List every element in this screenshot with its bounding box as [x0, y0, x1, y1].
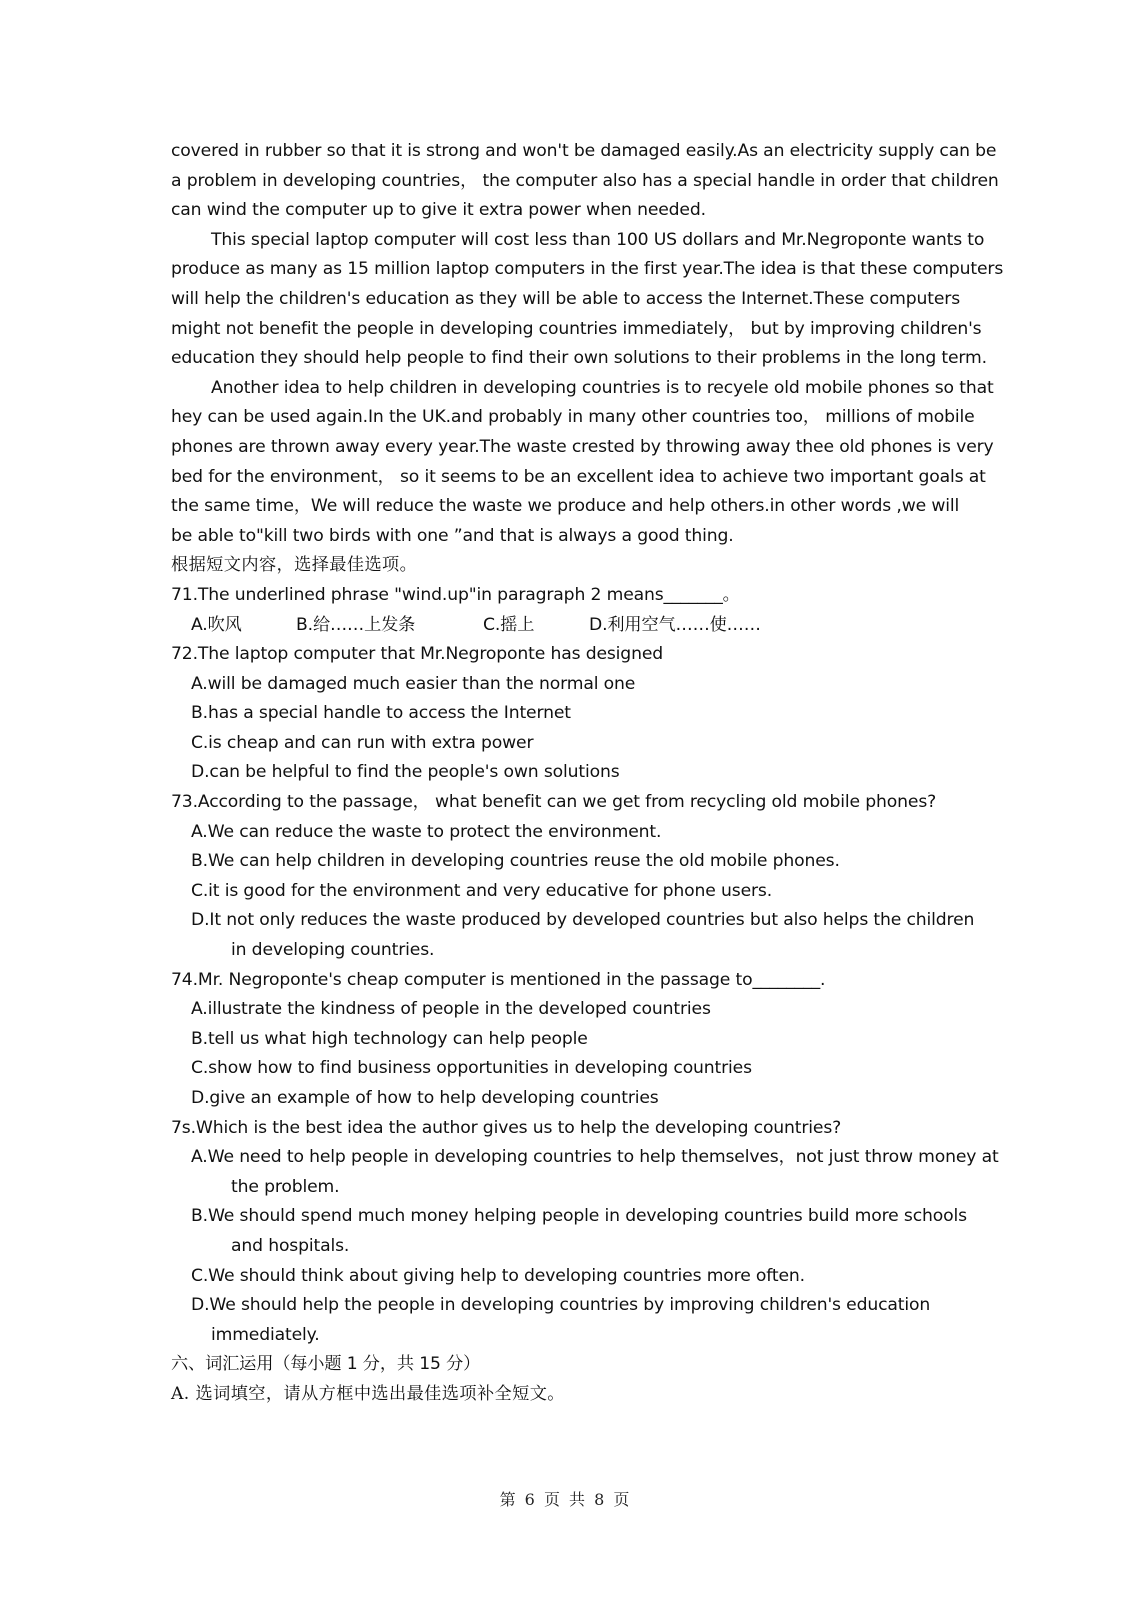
option-b: B.tell us what high technology can help people: [191, 1028, 588, 1049]
question-stem: 73.According to the passage， what benefit can we get from recycling old mobile phones?: [171, 792, 937, 813]
option-a: A.吹风: [191, 614, 242, 635]
passage-line: might not benefit the people in developing countries immediately， but by improving children's: [171, 318, 982, 339]
passage-line: the same time，We will reduce the waste we produce and help others.in other words ,we will: [171, 496, 960, 517]
option-d: D.give an example of how to help developing countries: [191, 1088, 659, 1108]
option-b: B.We can help children in developing countries reuse the old mobile phones.: [191, 851, 840, 872]
passage-line: education they should help people to find their own solutions to their problems in the long term.: [171, 348, 987, 369]
option-a-continued: the problem.: [231, 1176, 340, 1197]
option-a: A.illustrate the kindness of people in the developed countries: [191, 999, 711, 1020]
reading-passage: [171, 137, 1004, 551]
passage-line: will help the children's education as they will be able to access the Internet.These computers: [171, 288, 961, 309]
option-b-continued: and hospitals.: [231, 1235, 350, 1256]
option-c: C.it is good for the environment and very educative for phone users.: [191, 880, 773, 901]
option-c: C.We should think about giving help to developing countries more often.: [191, 1265, 805, 1286]
passage-line: bed for the environment， so it seems to be an excellent idea to achieve two important goals at: [171, 466, 986, 487]
passage-line: This special laptop computer will cost less than 100 US dollars and Mr.Negroponte wants to: [211, 229, 985, 250]
question-73: [171, 788, 975, 966]
question-71: [171, 581, 971, 640]
passage-line: a problem in developing countries， the computer also has a special handle in order that children: [171, 170, 999, 191]
option-a: A.will be damaged much easier than the normal one: [191, 673, 636, 694]
option-c: C.摇上: [483, 614, 535, 635]
option-c: C.is cheap and can run with extra power: [191, 732, 534, 753]
question-stem: 72.The laptop computer that Mr.Negroponte has designed: [171, 644, 663, 665]
passage-line: Another idea to help children in developing countries is to recyele old mobile phones so that: [211, 377, 994, 398]
question-74: [171, 966, 971, 1114]
passage-line: be able to"kill two birds with one ”and that is always a good thing.: [171, 525, 734, 546]
passage-line: can wind the computer up to give it extra power when needed.: [171, 200, 706, 221]
option-b: B.给……上发条: [296, 614, 416, 635]
section-heading: 六、词汇运用（每小题 1 分，共 15 分）: [171, 1354, 481, 1375]
passage-line: produce as many as 15 million laptop computers in the first year.The idea is that these computers: [171, 259, 1004, 280]
option-d-continued: in developing countries.: [231, 940, 435, 961]
option-d: D.We should help the people in developing countries by improving children's education: [191, 1295, 931, 1316]
option-d: D.利用空气……使……: [589, 614, 761, 635]
option-d: D.It not only reduces the waste produced by developed countries but also helps the children: [191, 910, 975, 931]
question-options: [171, 611, 971, 641]
option-b: B.We should spend much money helping people in developing countries build more schools: [191, 1206, 967, 1227]
question-stem: 7s.Which is the best idea the author gives us to help the developing countries?: [171, 1117, 842, 1138]
option-c: C.show how to find business opportunities in developing countries: [191, 1058, 752, 1079]
page-content: [171, 137, 1004, 1410]
passage-line: phones are thrown away every year.The waste crested by throwing away thee old phones is very: [171, 436, 994, 457]
section-subheading: A. 选词填空，请从方框中选出最佳选项补全短文。: [171, 1383, 565, 1404]
question-stem: 74.Mr. Negroponte's cheap computer is mentioned in the passage to________.: [171, 969, 826, 990]
option-d: D.can be helpful to find the people's own solutions: [191, 762, 620, 783]
option-a: A.We need to help people in developing countries to help themselves，not just throw money at: [191, 1147, 999, 1168]
question-stem: 71.The underlined phrase "wind.up"in paragraph 2 means_______。: [171, 584, 740, 605]
passage-line: covered in rubber so that it is strong and won't be damaged easily.As an electricity supply can be: [171, 141, 997, 161]
question-72: [171, 640, 971, 788]
option-a: A.We can reduce the waste to protect the environment.: [191, 821, 662, 842]
question-75: [171, 1114, 999, 1351]
option-d-continued: immediately.: [211, 1324, 320, 1345]
page-number: 第 6 页 共 8 页: [499, 1490, 632, 1509]
section-instruction: 根据短文内容，选择最佳选项。: [171, 555, 418, 576]
option-b: B.has a special handle to access the Internet: [191, 703, 571, 724]
passage-line: hey can be used again.In the UK.and probably in many other countries too， millions of mobile: [171, 407, 975, 428]
